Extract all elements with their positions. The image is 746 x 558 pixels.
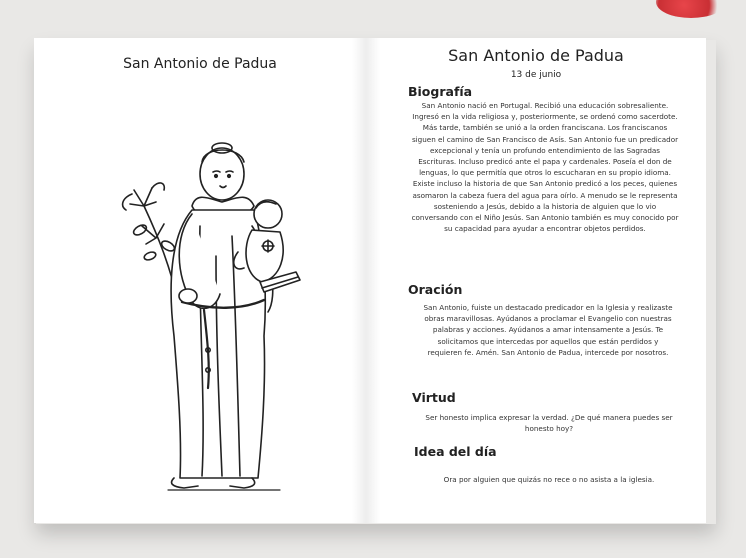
virtud-text: Ser honesto implica expresar la verdad. ¿De qué manera puedes ser honesto hoy? — [425, 413, 673, 434]
biografia-heading: Biografía — [408, 84, 473, 99]
idea-text: Ora por alguien que quizás no rece o no asista a la iglesia. — [443, 475, 655, 484]
right-page-title: San Antonio de Padua — [448, 46, 624, 65]
red-flower-decoration — [656, 0, 726, 18]
idea-heading: Idea del día — [414, 444, 497, 459]
saint-anthony-illustration — [112, 106, 312, 498]
feast-date: 13 de junio — [510, 70, 562, 80]
left-page — [34, 38, 367, 523]
left-page-title: San Antonio de Padua — [123, 56, 277, 72]
right-page — [366, 38, 706, 523]
oracion-text: San Antonio, fuiste un destacado predicador en la Iglesia y realizaste obras maravillosas. Ayúdanos a proclamar el Evangelio con nuestras palabras y acciones. Ayúdanos a amar intensamente a Jesús. Te solicitamos que intercedas por aquellos que están perdidos y requieren fe. Amén. San Antonio de Padua, intercede por nosotros. — [423, 303, 673, 357]
virtud-heading: Virtud — [412, 390, 456, 405]
biografia-text: San Antonio nació en Portugal. Recibió una educación sobresaliente. Ingresó en la vida religiosa y, posteriormente, se ordenó como sacerdote. Más tarde, también se unió a la orden franciscana. Los franciscanos siguen el camino de San Francisco de Asís. San Antonio fue un predicador excepcional y tenía un profundo entendimiento de las Sagradas Escrituras. Incluso predicó ante el papa y cardenales. Poseía el don de lenguas, lo que permitía que otros lo escucharan en su propio idioma. Existe incluso la historia de que San Antonio predicó a los peces, quienes asomaron la cabeza fuera del agua para oírlo. A menudo se le representa sosteniendo a Jesús, debido a la historia de alguien que lo vio conversando con el Niño Jesús. San Antonio también es muy conocido por su capacidad para ayudar a encontrar objetos perdidos. — [411, 101, 679, 234]
oracion-heading: Oración — [408, 282, 463, 297]
